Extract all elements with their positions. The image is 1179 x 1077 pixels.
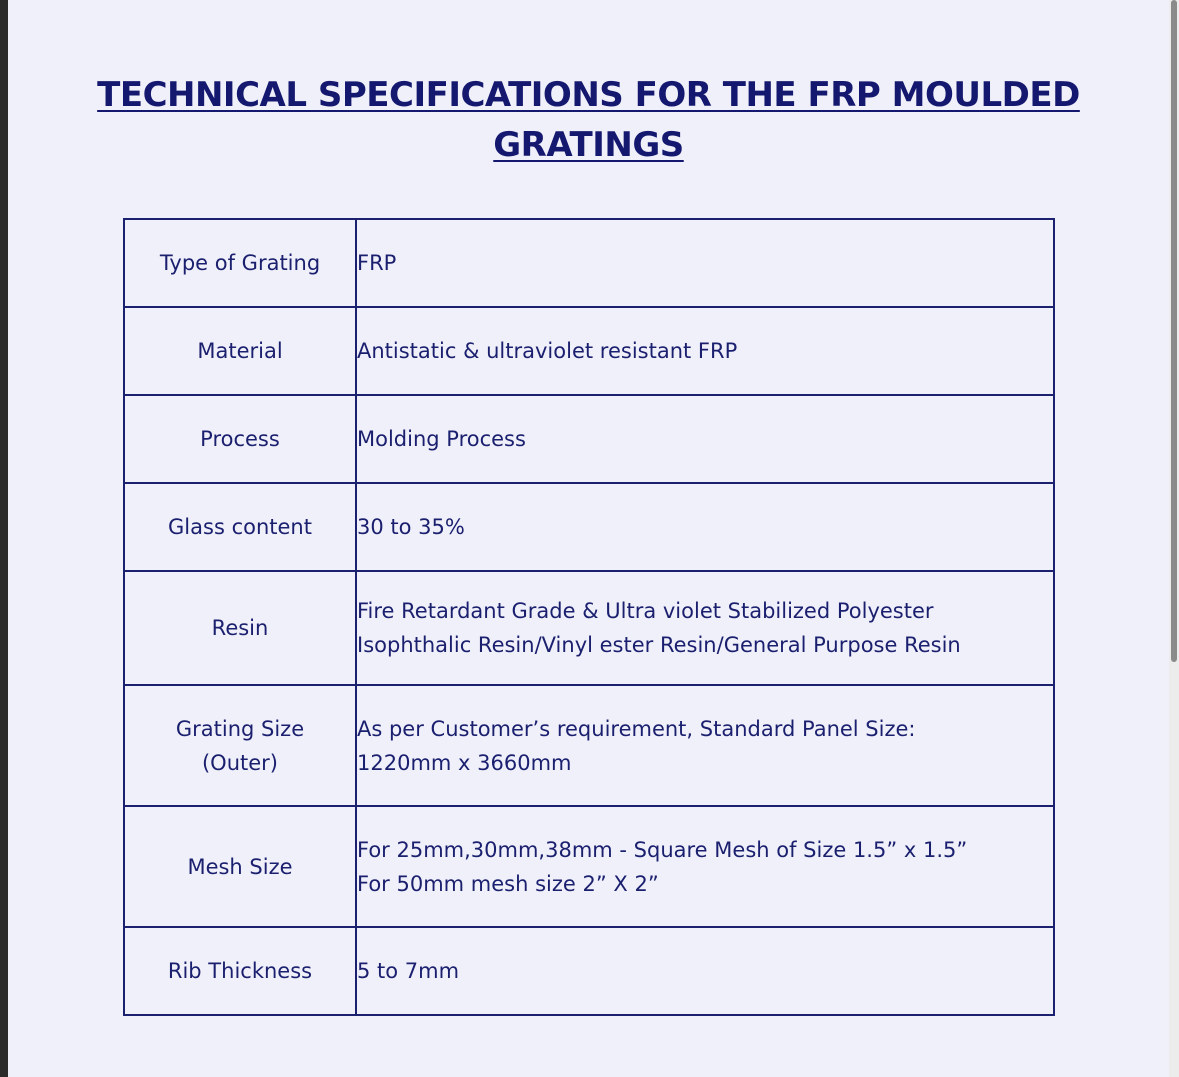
title-line-2: GRATINGS xyxy=(493,125,684,165)
table-row xyxy=(124,806,1054,927)
specifications-table xyxy=(123,218,1055,1016)
spec-label: Grating Size (Outer) xyxy=(124,685,356,806)
spec-value: FRP xyxy=(356,219,1054,307)
table-row xyxy=(124,571,1054,685)
spec-label: Glass content xyxy=(124,483,356,571)
table-row xyxy=(124,927,1054,1015)
page-title xyxy=(0,70,1177,170)
spec-value: Fire Retardant Grade & Ultra violet Stabilized Polyester Isophthalic Resin/Vinyl ester Resin/General Purpose Resin xyxy=(356,571,1054,685)
table-row xyxy=(124,395,1054,483)
table-row xyxy=(124,685,1054,806)
spec-value: 5 to 7mm xyxy=(356,927,1054,1015)
spec-label: Process xyxy=(124,395,356,483)
spec-label: Material xyxy=(124,307,356,395)
spec-value: As per Customer’s requirement, Standard Panel Size: 1220mm x 3660mm xyxy=(356,685,1054,806)
table-row xyxy=(124,219,1054,307)
spec-value: 30 to 35% xyxy=(356,483,1054,571)
spec-value: Antistatic & ultraviolet resistant FRP xyxy=(356,307,1054,395)
spec-label: Type of Grating xyxy=(124,219,356,307)
title-line-1: TECHNICAL SPECIFICATIONS FOR THE FRP MOULDED xyxy=(97,75,1080,115)
spec-value: For 25mm,30mm,38mm - Square Mesh of Size 1.5” x 1.5” For 50mm mesh size 2” X 2” xyxy=(356,806,1054,927)
table-row xyxy=(124,483,1054,571)
table-row xyxy=(124,307,1054,395)
spec-label: Resin xyxy=(124,571,356,685)
spec-value: Molding Process xyxy=(356,395,1054,483)
spec-label: Mesh Size xyxy=(124,806,356,927)
spec-label: Rib Thickness xyxy=(124,927,356,1015)
